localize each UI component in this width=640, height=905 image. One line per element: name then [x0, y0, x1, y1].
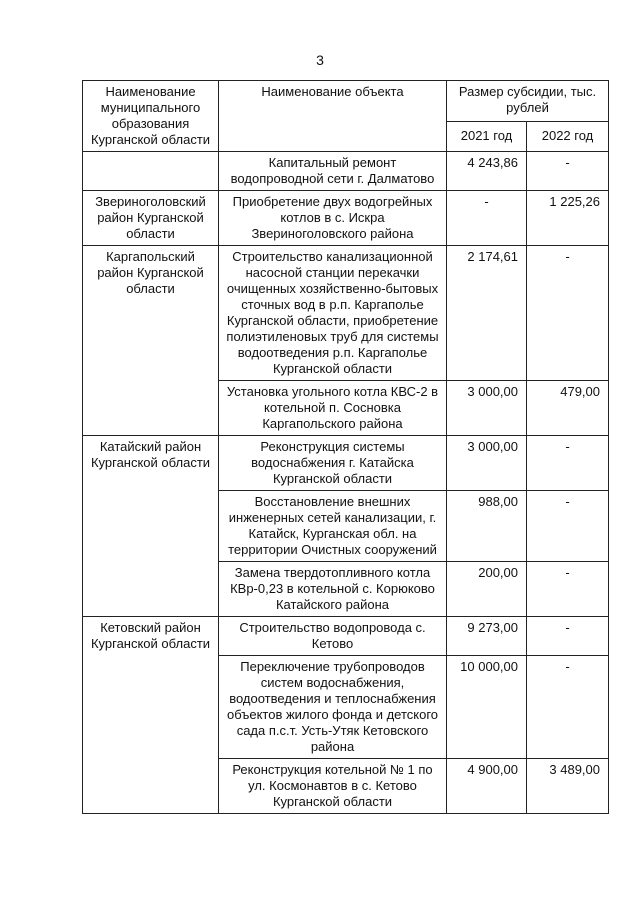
page-number: 3: [316, 52, 324, 68]
subsidy-2021-cell: 988,00: [447, 491, 527, 562]
subsidy-2022-cell: 3 489,00: [527, 759, 609, 814]
table-body: [83, 152, 609, 814]
subsidy-2021-cell: 200,00: [447, 562, 527, 617]
subsidy-2021-cell: -: [447, 191, 527, 246]
object-cell: Замена твердотопливного котла КВр-0,23 в котельной с. Корюково Катайского района: [219, 562, 447, 617]
object-cell: Реконструкция котельной № 1 по ул. Космонавтов в с. Кетово Курганской области: [219, 759, 447, 814]
subsidy-2022-cell: -: [527, 491, 609, 562]
subsidy-2021-cell: 4 243,86: [447, 152, 527, 191]
subsidy-2021-cell: 3 000,00: [447, 436, 527, 491]
subsidy-table: [82, 80, 609, 814]
header-municipality: Наименование муниципального образования Курганской области: [83, 81, 219, 152]
subsidy-2022-cell: -: [527, 246, 609, 381]
subsidy-2022-cell: -: [527, 656, 609, 759]
subsidy-2022-cell: -: [527, 436, 609, 491]
municipality-cell: Каргапольский район Курганской области: [83, 246, 219, 436]
subsidy-2021-cell: 3 000,00: [447, 381, 527, 436]
object-cell: Строительство канализационной насосной станции перекачки очищенных хозяйственно-бытовых сточных вод в р.п. Каргаполье Курганской области, приобретение полиэтиленовых труб для системы водоотведения р.п. Каргаполье Курганской области: [219, 246, 447, 381]
table-row: [83, 246, 609, 381]
table-row: [83, 617, 609, 656]
municipality-cell: Звериноголовский район Курганской области: [83, 191, 219, 246]
municipality-cell: Катайский район Курганской области: [83, 436, 219, 617]
subsidy-2022-cell: -: [527, 617, 609, 656]
object-cell: Реконструкция системы водоснабжения г. Катайска Курганской области: [219, 436, 447, 491]
subsidy-2022-cell: -: [527, 152, 609, 191]
subsidy-2022-cell: 479,00: [527, 381, 609, 436]
subsidy-2021-cell: 2 174,61: [447, 246, 527, 381]
header-subsidy: Размер субсидии, тыс. рублей: [447, 81, 609, 122]
object-cell: Приобретение двух водогрейных котлов в с. Искра Звериноголовского района: [219, 191, 447, 246]
municipality-cell: Кетовский район Курганской области: [83, 617, 219, 814]
header-year-2021: 2021 год: [447, 121, 527, 151]
subsidy-2022-cell: 1 225,26: [527, 191, 609, 246]
object-cell: Установка угольного котла КВС-2 в котельной п. Сосновка Каргапольского района: [219, 381, 447, 436]
table-row: [83, 436, 609, 491]
table-row: [83, 152, 609, 191]
table-row: [83, 191, 609, 246]
object-cell: Строительство водопровода с. Кетово: [219, 617, 447, 656]
municipality-cell: [83, 152, 219, 191]
header-year-2022: 2022 год: [527, 121, 609, 151]
subsidy-2021-cell: 10 000,00: [447, 656, 527, 759]
object-cell: Переключение трубопроводов систем водоснабжения, водоотведения и теплоснабжения объектов жилого фонда и детского сада п.с.т. Усть-Утяк Кетовского района: [219, 656, 447, 759]
header-object: Наименование объекта: [219, 81, 447, 152]
object-cell: Восстановление внешних инженерных сетей канализации, г. Катайск, Курганская обл. на территории Очистных сооружений: [219, 491, 447, 562]
object-cell: Капитальный ремонт водопроводной сети г. Далматово: [219, 152, 447, 191]
subsidy-2021-cell: 4 900,00: [447, 759, 527, 814]
subsidy-2022-cell: -: [527, 562, 609, 617]
table-header-row: [83, 81, 609, 122]
subsidy-2021-cell: 9 273,00: [447, 617, 527, 656]
